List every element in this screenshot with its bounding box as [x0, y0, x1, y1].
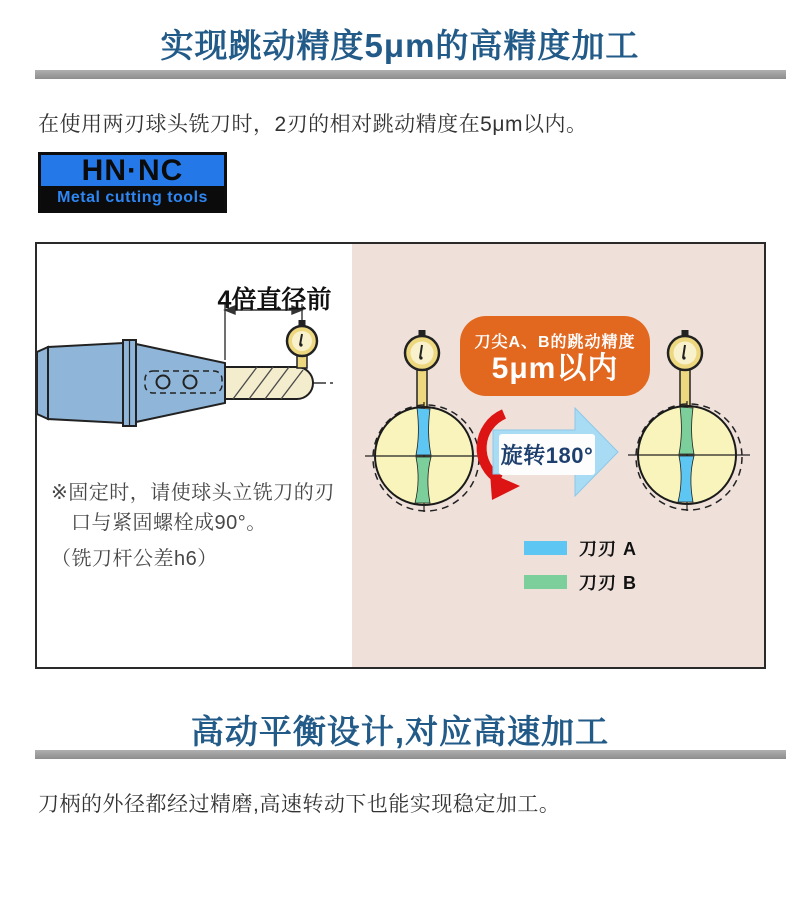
section1-underline-bar — [35, 70, 786, 79]
rotate-180-label: 旋转180° — [499, 434, 595, 475]
legend-row-a — [524, 535, 637, 561]
section2-body: 刀柄的外径都经过精磨,高速转动下也能实现稳定加工。 — [38, 793, 561, 816]
section2-underline-bar — [35, 750, 786, 759]
dial-indicator-icon — [287, 320, 317, 368]
diagram-panel — [35, 242, 766, 669]
note-line2: 口与紧固螺栓成90°。 — [71, 512, 267, 534]
logo-brand-text: HN·NC — [81, 153, 184, 187]
legend-swatch-a — [524, 541, 567, 555]
legend-row-b — [524, 569, 637, 595]
legend-swatch-b — [524, 575, 567, 589]
note-line1: ※固定时，请使球头立铣刀的刃 — [51, 482, 335, 504]
badge-caption: 刀尖A、B的跳动精度 — [474, 334, 636, 351]
badge-value: 5μm以内 — [491, 352, 619, 385]
logo-tagline-text: Metal cutting tools — [41, 186, 224, 210]
brand-logo — [38, 152, 227, 213]
section1-title: 实现跳动精度5μm的高精度加工 — [160, 27, 640, 64]
dimension-label: 4倍直径前 — [217, 286, 332, 314]
tool-holder-drawing — [37, 340, 225, 426]
section2-title: 高动平衡设计,对应高速加工 — [190, 713, 610, 750]
runout-accuracy-badge — [460, 316, 650, 396]
note-line3: （铣刀杆公差h6） — [51, 548, 218, 570]
section1-body: 在使用两刃球头铣刀时，2刃的相对跳动精度在5μm以内。 — [38, 113, 588, 136]
blade-legend — [524, 535, 637, 603]
end-mill-cutter — [225, 367, 313, 399]
fixing-note — [51, 478, 335, 574]
legend-label-a: 刀刃 A — [579, 539, 637, 559]
diagram-drawing — [37, 244, 764, 667]
legend-label-b: 刀刃 B — [579, 573, 637, 593]
